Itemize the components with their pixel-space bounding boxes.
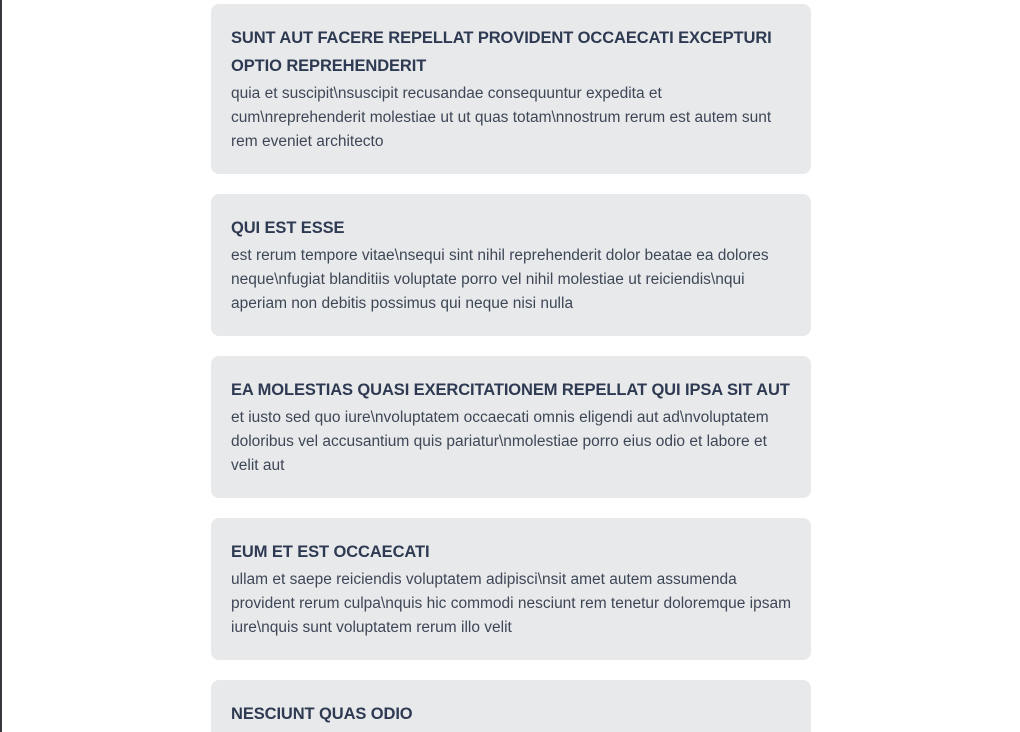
post-title: NESCIUNT QUAS ODIO [231,705,413,723]
post-card[interactable] [211,680,811,732]
post-card[interactable] [211,518,811,660]
post-title: SUNT AUT FACERE REPELLAT PROVIDENT OCCAECATI EXCEPTURI OPTIO REPREHENDERIT [231,29,772,75]
post-body: est rerum tempore vitae\nsequi sint nihil reprehenderit dolor beatae ea dolores neque\nfugiat blanditiis voluptate porro vel nihil molestiae ut reiciendis\nqui aperiam non debitis possimus qui neque nisi nulla [231,247,769,312]
post-card[interactable] [211,356,811,498]
post-title: EA MOLESTIAS QUASI EXERCITATIONEM REPELLAT QUI IPSA SIT AUT [231,381,790,399]
posts-feed [211,0,811,732]
post-body: et iusto sed quo iure\nvoluptatem occaecati omnis eligendi aut ad\nvoluptatem doloribus vel accusantium quis pariatur\nmolestiae porro eius odio et labore et velit aut [231,409,769,474]
post-body: ullam et saepe reiciendis voluptatem adipisci\nsit amet autem assumenda provident rerum culpa\nquis hic commodi nesciunt rem tenetur doloremque ipsam iure\nquis sunt voluptatem rerum illo velit [231,571,791,636]
post-title: EUM ET EST OCCAECATI [231,543,430,561]
post-card[interactable] [211,4,811,174]
post-title: QUI EST ESSE [231,219,345,237]
post-card[interactable] [211,194,811,336]
post-body: quia et suscipit\nsuscipit recusandae consequuntur expedita et cum\nreprehenderit molestiae ut ut quas totam\nnostrum rerum est autem sunt rem eveniet architecto [231,85,772,150]
